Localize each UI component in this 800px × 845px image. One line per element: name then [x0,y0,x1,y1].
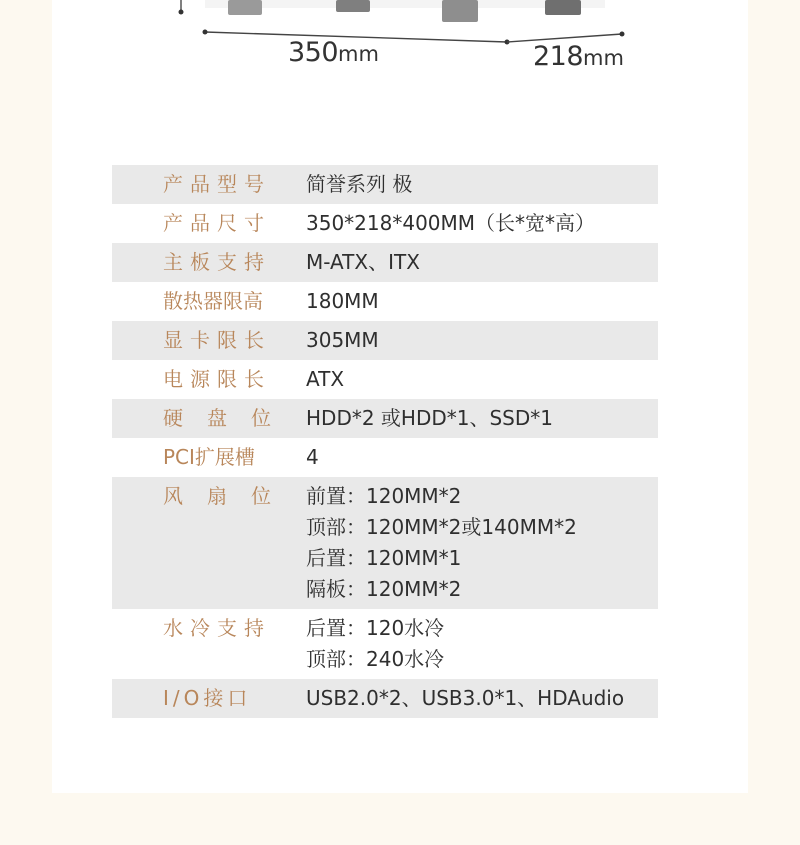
spec-row-liquid-cooling [112,609,658,679]
spec-value: 前置：120MM*2 顶部：120MM*2或140MM*2 后置：120MM*1 隔板：120MM*2 [306,484,577,601]
spec-label: 硬盘位 [163,406,295,430]
spec-value: 简誉系列 极 [306,172,413,196]
height-dimension-dot [179,10,184,15]
spec-label: 电源限长 [163,367,271,391]
spec-value: 350*218*400MM（长*宽*高） [306,211,596,235]
spec-label: 风扇位 [163,484,295,508]
spec-value: ATX [306,367,345,391]
depth-value: 218 [533,41,584,72]
spec-value: HDD*2 或HDD*1、SSD*1 [306,406,554,430]
case-foot-2 [336,0,370,12]
spec-row-size [112,204,658,243]
depth-dimension-label [533,41,624,72]
spec-label: I/O接口 [163,686,252,710]
spec-value: 305MM [306,328,379,352]
spec-row-model [112,165,658,204]
spec-label: 水冷支持 [163,616,271,640]
case-foot-3 [442,0,478,22]
spec-row-cooler-height [112,282,658,321]
case-foot-4 [545,0,581,15]
spec-table [112,165,658,718]
spec-value: USB2.0*2、USB3.0*1、HDAudio [306,686,625,710]
spec-value: 4 [306,445,319,469]
spec-row-gpu-length [112,321,658,360]
width-dimension-dot-left [203,30,208,35]
spec-value: 后置：120水冷 顶部：240水冷 [306,616,445,671]
spec-value: M-ATX、ITX [306,250,420,274]
width-value: 350 [288,37,339,68]
spec-row-drive-bays [112,399,658,438]
spec-label: 产品型号 [163,172,271,196]
spec-label: 主板支持 [163,250,271,274]
spec-label: PCI扩展槽 [163,445,255,469]
spec-row-psu [112,360,658,399]
spec-row-fans [112,477,658,609]
spec-row-pci-slots [112,438,658,477]
spec-row-io [112,679,658,718]
depth-unit: mm [583,46,624,70]
product-image-bottom [0,0,800,110]
spec-label: 散热器限高 [163,289,263,313]
spec-label: 显卡限长 [163,328,271,352]
width-unit: mm [338,42,379,66]
spec-label: 产品尺寸 [163,211,271,235]
spec-row-motherboard [112,243,658,282]
depth-dimension-dot [620,32,625,37]
spec-value: 180MM [306,289,379,313]
case-foot-1 [228,0,262,15]
case-feet-illustration [0,0,800,110]
width-dimension-label [288,37,379,68]
